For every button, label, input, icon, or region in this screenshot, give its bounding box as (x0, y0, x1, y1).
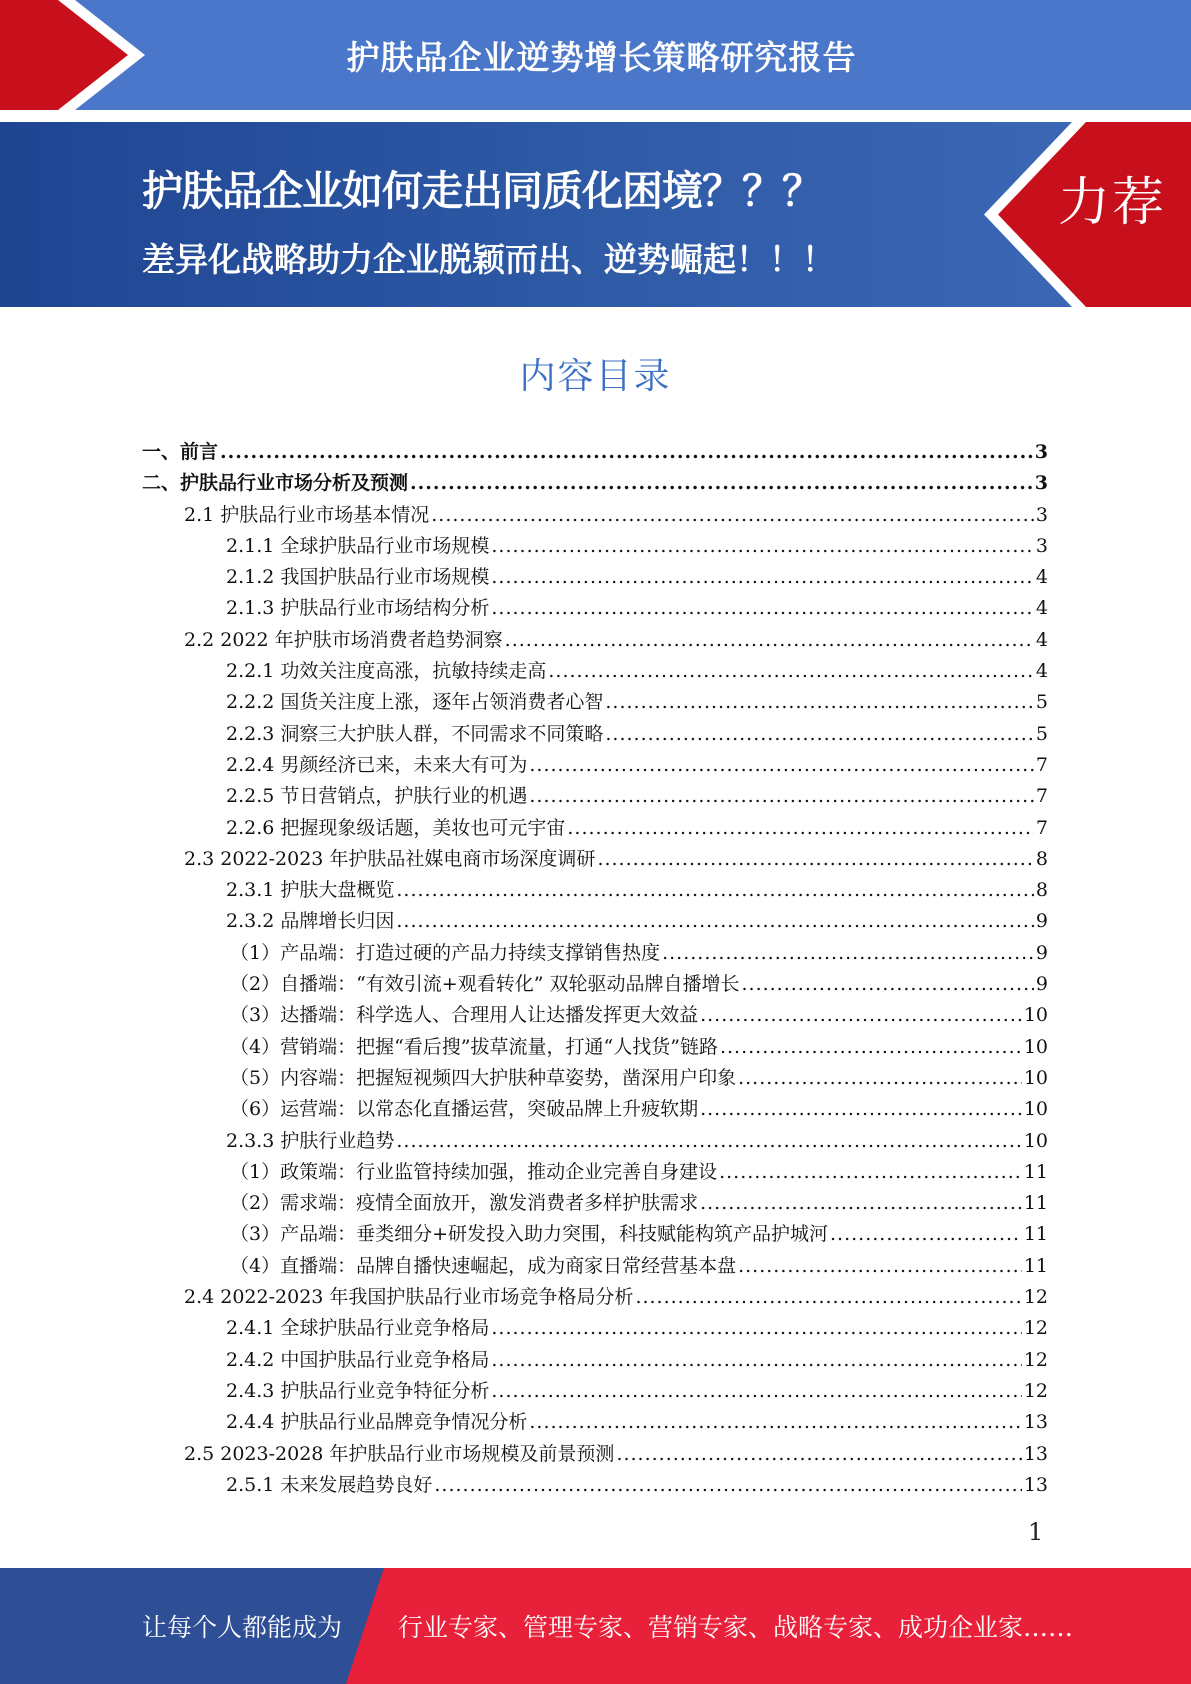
recommend-badge: 力荐 (1058, 173, 1167, 233)
toc-entry-page: 4 (1035, 660, 1048, 683)
toc-leader-dots (741, 969, 1033, 1000)
toc-entry[interactable] (142, 781, 1048, 812)
hero-subheadline: 差异化战略助力企业脱颖而出、逆势崛起！！！ (142, 240, 835, 279)
toc-entry[interactable] (142, 500, 1048, 531)
toc-entry-title: 2.2.4 男颜经济已来，未来大有可为 (226, 753, 528, 776)
toc-entry-title: （4）直播端：品牌自播快速崛起，成为商家日常经营基本盘 (230, 1254, 737, 1277)
toc-entry[interactable] (142, 1188, 1048, 1219)
toc-entry-title: 2.3.1 护肤大盘概览 (226, 879, 395, 902)
toc-entry[interactable] (142, 1376, 1048, 1407)
toc-leader-dots (597, 844, 1033, 875)
hero-banner (0, 122, 1191, 307)
toc-entry-page: 4 (1035, 597, 1048, 620)
toc-leader-dots (491, 1345, 1021, 1376)
toc-entry-title: 2.2.1 功效关注度高涨，抗敏持续走高 (226, 660, 547, 683)
toc-entry-page: 9 (1035, 973, 1048, 996)
toc-entry-title: 2.2.6 把握现象级话题，美妆也可元宇宙 (226, 816, 566, 839)
toc-entry[interactable] (142, 687, 1048, 718)
toc-entry[interactable] (142, 844, 1048, 875)
toc-entry-title: 2.5 2023-2028 年护肤品行业市场规模及前景预测 (184, 1442, 615, 1465)
table-of-contents (142, 437, 1048, 1501)
toc-entry-page: 9 (1035, 910, 1048, 933)
toc-leader-dots (529, 781, 1034, 812)
toc-entry-title: 2.1.3 护肤品行业市场结构分析 (226, 597, 490, 620)
toc-entry-title: 2.4.4 护肤品行业品牌竞争情况分析 (226, 1411, 528, 1434)
toc-entry-page: 7 (1035, 816, 1048, 839)
report-title: 护肤品企业逆势增长策略研究报告 (346, 37, 857, 77)
toc-leader-dots (505, 625, 1034, 656)
toc-leader-dots (605, 687, 1034, 718)
toc-entry-title: （4）营销端：把握“看后搜”拔草流量，打通“人找货”链路 (230, 1035, 718, 1058)
toc-entry-page: 5 (1035, 722, 1048, 745)
toc-entry[interactable] (142, 1094, 1048, 1125)
toc-leader-dots (720, 1032, 1022, 1063)
toc-leader-dots (529, 1407, 1021, 1438)
top-banner (0, 0, 1191, 110)
toc-entry-title: （5）内容端：把握短视频四大护肤种草姿势，凿深用户印象 (230, 1066, 737, 1089)
toc-leader-dots (491, 1376, 1021, 1407)
toc-entry[interactable] (142, 1439, 1048, 1470)
toc-entry[interactable] (142, 562, 1048, 593)
toc-entry-title: 2.4.2 中国护肤品行业竞争格局 (226, 1348, 490, 1371)
toc-entry-page: 12 (1023, 1317, 1048, 1340)
toc-leader-dots (567, 813, 1034, 844)
toc-entry-title: 2.1 护肤品行业市场基本情况 (184, 503, 430, 526)
toc-leader-dots (738, 1251, 1022, 1282)
toc-entry[interactable] (142, 1219, 1048, 1250)
toc-leader-dots (491, 1313, 1021, 1344)
footer-banner (0, 1568, 1191, 1684)
toc-entry[interactable] (142, 1157, 1048, 1188)
toc-leader-dots (396, 1126, 1021, 1157)
toc-entry[interactable] (142, 813, 1048, 844)
toc-entry[interactable] (142, 593, 1048, 624)
toc-entry-page: 3 (1034, 441, 1048, 463)
toc-leader-dots (662, 938, 1034, 969)
toc-entry-page: 3 (1035, 534, 1048, 557)
toc-entry-title: （6）运营端：以常态化直播运营，突破品牌上升疲软期 (230, 1098, 699, 1121)
toc-heading: 内容目录 (519, 356, 672, 397)
toc-entry[interactable] (142, 719, 1048, 750)
toc-entry[interactable] (142, 1000, 1048, 1031)
toc-entry-page: 13 (1023, 1473, 1048, 1496)
toc-leader-dots (605, 719, 1034, 750)
toc-entry-page: 11 (1023, 1223, 1048, 1246)
toc-entry-title: 2.3.2 品牌增长归因 (226, 910, 395, 933)
toc-entry[interactable] (142, 1126, 1048, 1157)
toc-leader-dots (616, 1439, 1021, 1470)
toc-entry-page: 11 (1023, 1254, 1048, 1277)
toc-entry[interactable] (142, 656, 1048, 687)
footer-slogan-left: 让每个人都能成为 (142, 1613, 343, 1642)
toc-entry[interactable] (142, 1345, 1048, 1376)
footer-slogan-right: 行业专家、管理专家、营销专家、战略专家、成功企业家…… (398, 1613, 1074, 1642)
toc-entry[interactable] (142, 625, 1048, 656)
page-number: 1 (1028, 1518, 1044, 1546)
toc-entry-page: 4 (1035, 566, 1048, 589)
toc-leader-dots (700, 1188, 1022, 1219)
toc-entry-page: 3 (1034, 472, 1048, 495)
toc-entry[interactable] (142, 437, 1048, 468)
toc-entry[interactable] (142, 531, 1048, 562)
toc-entry[interactable] (142, 1313, 1048, 1344)
toc-entry-title: 2.2 2022 年护肤市场消费者趋势洞察 (184, 628, 503, 651)
toc-entry-page: 12 (1023, 1379, 1048, 1402)
toc-entry-page: 8 (1035, 847, 1048, 870)
toc-leader-dots (719, 1157, 1022, 1188)
toc-leader-dots (548, 656, 1034, 687)
toc-leader-dots (220, 437, 1033, 468)
toc-entry-title: 2.4.3 护肤品行业竞争特征分析 (226, 1379, 490, 1402)
toc-leader-dots (410, 468, 1033, 499)
toc-leader-dots (431, 500, 1034, 531)
toc-leader-dots (434, 1470, 1021, 1501)
toc-entry-page: 10 (1023, 1066, 1048, 1089)
toc-leader-dots (491, 531, 1034, 562)
toc-entry-title: （2）自播端：“有效引流+观看转化” 双轮驱动品牌自播增长 (230, 973, 740, 996)
toc-entry-title: 2.4 2022-2023 年我国护肤品行业市场竞争格局分析 (184, 1286, 634, 1309)
toc-entry[interactable] (142, 875, 1048, 906)
toc-entry-page: 12 (1023, 1286, 1048, 1309)
toc-entry[interactable] (142, 1063, 1048, 1094)
toc-entry-page: 5 (1035, 691, 1048, 714)
toc-entry-title: 2.1.2 我国护肤品行业市场规模 (226, 566, 490, 589)
toc-entry-title: 2.4.1 全球护肤品行业竞争格局 (226, 1317, 490, 1340)
toc-entry[interactable] (142, 1470, 1048, 1501)
toc-leader-dots (396, 875, 1034, 906)
toc-entry[interactable] (142, 1282, 1048, 1313)
toc-leader-dots (700, 1000, 1022, 1031)
toc-entry[interactable] (142, 1251, 1048, 1282)
toc-leader-dots (700, 1094, 1022, 1125)
toc-entry-page: 3 (1035, 503, 1048, 526)
toc-entry-title: 二、护肤品行业市场分析及预测 (142, 472, 409, 495)
toc-entry[interactable] (142, 1407, 1048, 1438)
toc-entry-title: 2.5.1 未来发展趋势良好 (226, 1473, 433, 1496)
toc-entry-page: 7 (1035, 785, 1048, 808)
toc-entry-title: （2）需求端：疫情全面放开，激发消费者多样护肤需求 (230, 1192, 699, 1215)
toc-entry-page: 10 (1023, 1129, 1048, 1152)
toc-entry-title: 2.2.2 国货关注度上涨，逐年占领消费者心智 (226, 691, 604, 714)
toc-entry-page: 11 (1023, 1192, 1048, 1215)
toc-leader-dots (396, 906, 1034, 937)
toc-entry-title: 2.3 2022-2023 年护肤品社媒电商市场深度调研 (184, 847, 596, 870)
toc-entry[interactable] (142, 468, 1048, 499)
toc-entry-page: 10 (1023, 1004, 1048, 1027)
toc-leader-dots (491, 593, 1034, 624)
toc-leader-dots (830, 1219, 1022, 1250)
toc-entry-page: 7 (1035, 753, 1048, 776)
toc-entry-title: 2.3.3 护肤行业趋势 (226, 1129, 395, 1152)
toc-entry-title: 一、前言 (142, 441, 219, 463)
toc-entry-title: （1）产品端：打造过硬的产品力持续支撑销售热度 (230, 941, 661, 964)
toc-entry-title: 2.1.1 全球护肤品行业市场规模 (226, 534, 490, 557)
toc-entry-page: 13 (1023, 1411, 1048, 1434)
toc-leader-dots (529, 750, 1034, 781)
toc-leader-dots (491, 562, 1034, 593)
toc-entry-page: 10 (1023, 1098, 1048, 1121)
toc-entry-page: 10 (1023, 1035, 1048, 1058)
toc-entry-title: 2.2.5 节日营销点，护肤行业的机遇 (226, 785, 528, 808)
toc-entry-title: （3）产品端：垂类细分+研发投入助力突围，科技赋能构筑产品护城河 (230, 1223, 829, 1246)
toc-entry-page: 9 (1035, 941, 1048, 964)
toc-entry-title: 2.2.3 洞察三大护肤人群，不同需求不同策略 (226, 722, 604, 745)
toc-entry[interactable] (142, 969, 1048, 1000)
toc-leader-dots (738, 1063, 1022, 1094)
hero-headline: 护肤品企业如何走出同质化困境？？？ (142, 167, 822, 215)
toc-entry-page: 4 (1035, 628, 1048, 651)
toc-entry[interactable] (142, 938, 1048, 969)
toc-entry-title: （1）政策端：行业监管持续加强，推动企业完善自身建设 (230, 1160, 718, 1183)
toc-entry-title: （3）达播端：科学选人、合理用人让达播发挥更大效益 (230, 1004, 699, 1027)
toc-entry[interactable] (142, 750, 1048, 781)
toc-leader-dots (635, 1282, 1021, 1313)
toc-entry-page: 8 (1035, 879, 1048, 902)
toc-entry-page: 13 (1023, 1442, 1048, 1465)
toc-entry[interactable] (142, 906, 1048, 937)
toc-entry[interactable] (142, 1032, 1048, 1063)
toc-entry-page: 12 (1023, 1348, 1048, 1371)
toc-entry-page: 11 (1023, 1160, 1048, 1183)
